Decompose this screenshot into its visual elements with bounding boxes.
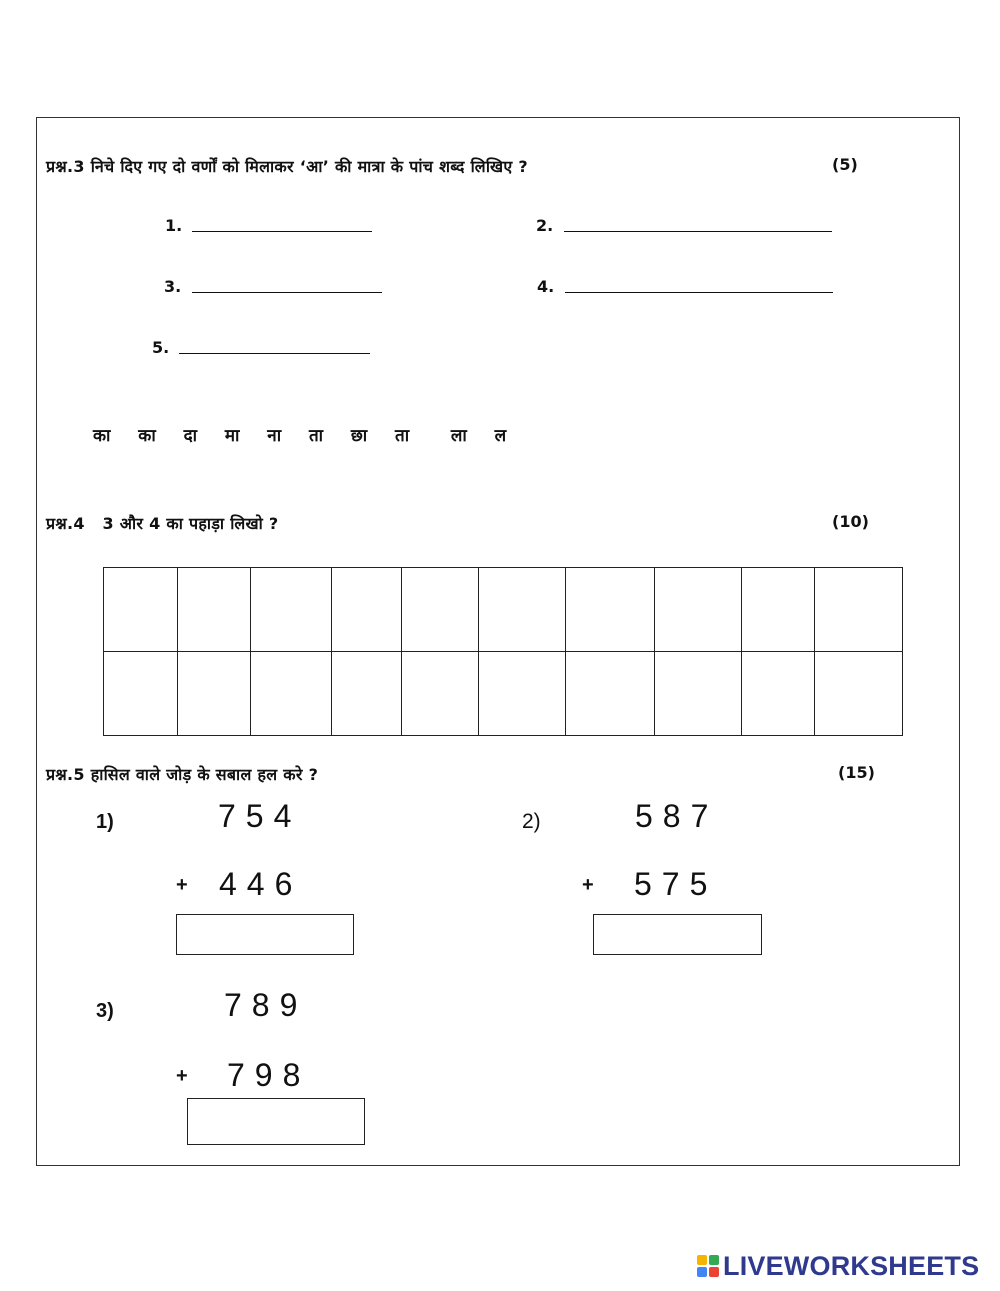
problem-1-plus: + <box>176 874 188 896</box>
table-cell[interactable] <box>566 568 655 652</box>
problem-2-label: 2) <box>522 810 541 833</box>
table-cell[interactable] <box>566 652 655 736</box>
liveworksheets-logo[interactable] <box>697 1252 979 1280</box>
table-grid <box>103 567 903 736</box>
q5-marks: (15) <box>838 763 875 782</box>
q4-title: प्रश्न.4 3 और 4 का पहाड़ा लिखो ? <box>46 514 279 533</box>
table-cell[interactable] <box>742 652 815 736</box>
table-cell[interactable] <box>104 652 178 736</box>
problem-2-plus: + <box>582 874 594 896</box>
table-cell[interactable] <box>401 568 478 652</box>
brand-mark-square <box>697 1255 707 1265</box>
blank-5-line[interactable] <box>179 353 370 354</box>
problem-3-top: 789 <box>224 987 308 1023</box>
table-cell[interactable] <box>177 568 250 652</box>
table-cell[interactable] <box>250 568 331 652</box>
table-cell[interactable] <box>815 568 903 652</box>
blank-5-label: 5. <box>152 338 170 357</box>
table-cell[interactable] <box>177 652 250 736</box>
problem-2-answer-box[interactable] <box>593 914 762 955</box>
brand-mark-square <box>709 1255 719 1265</box>
table-cell[interactable] <box>401 652 478 736</box>
brand-mark-icon <box>697 1255 719 1277</box>
problem-1-top: 754 <box>218 798 302 834</box>
table-cell[interactable] <box>478 652 566 736</box>
blank-1-label: 1. <box>165 216 183 235</box>
table-cell[interactable] <box>478 568 566 652</box>
syllable-list: का का दा मा ना ता छा ता ला ल <box>93 426 507 446</box>
table-cell[interactable] <box>331 652 401 736</box>
problem-1-label: 1) <box>96 811 114 833</box>
q4-marks: (10) <box>832 512 869 531</box>
table-cell[interactable] <box>331 568 401 652</box>
blank-4-line[interactable] <box>565 292 833 293</box>
problem-2-top: 587 <box>635 798 719 834</box>
problem-3-plus: + <box>176 1065 188 1087</box>
table-cell[interactable] <box>250 652 331 736</box>
table-cell[interactable] <box>655 568 742 652</box>
problem-1-answer-box[interactable] <box>176 914 354 955</box>
worksheet-frame <box>36 117 960 1166</box>
problem-3-answer-box[interactable] <box>187 1098 365 1145</box>
q3-marks: (5) <box>832 155 858 174</box>
table-row <box>104 652 903 736</box>
blank-3-label: 3. <box>164 277 182 296</box>
problem-2-bottom: 575 <box>634 866 718 902</box>
blank-4-label: 4. <box>537 277 555 296</box>
brand-mark-square <box>697 1267 707 1277</box>
table-cell[interactable] <box>742 568 815 652</box>
table-cell[interactable] <box>104 568 178 652</box>
problem-3-bottom: 798 <box>227 1057 311 1093</box>
table-row <box>104 568 903 652</box>
blank-2-label: 2. <box>536 216 554 235</box>
q3-title: प्रश्न.3 निचे दिए गए दो वर्णों को मिलाकर ‘आ’ की मात्रा के पांच शब्द लिखिए ? <box>46 157 528 176</box>
brand-mark-square <box>709 1267 719 1277</box>
blank-1-line[interactable] <box>192 231 372 232</box>
brand-name: LIVEWORKSHEETS <box>723 1250 980 1281</box>
problem-1-bottom: 446 <box>219 866 303 902</box>
blank-3-line[interactable] <box>192 292 382 293</box>
q5-title: प्रश्न.5 हासिल वाले जोड़ के सबाल हल करे ? <box>46 765 319 784</box>
table-cell[interactable] <box>655 652 742 736</box>
table-cell[interactable] <box>815 652 903 736</box>
blank-2-line[interactable] <box>564 231 832 232</box>
problem-3-label: 3) <box>96 1000 114 1022</box>
